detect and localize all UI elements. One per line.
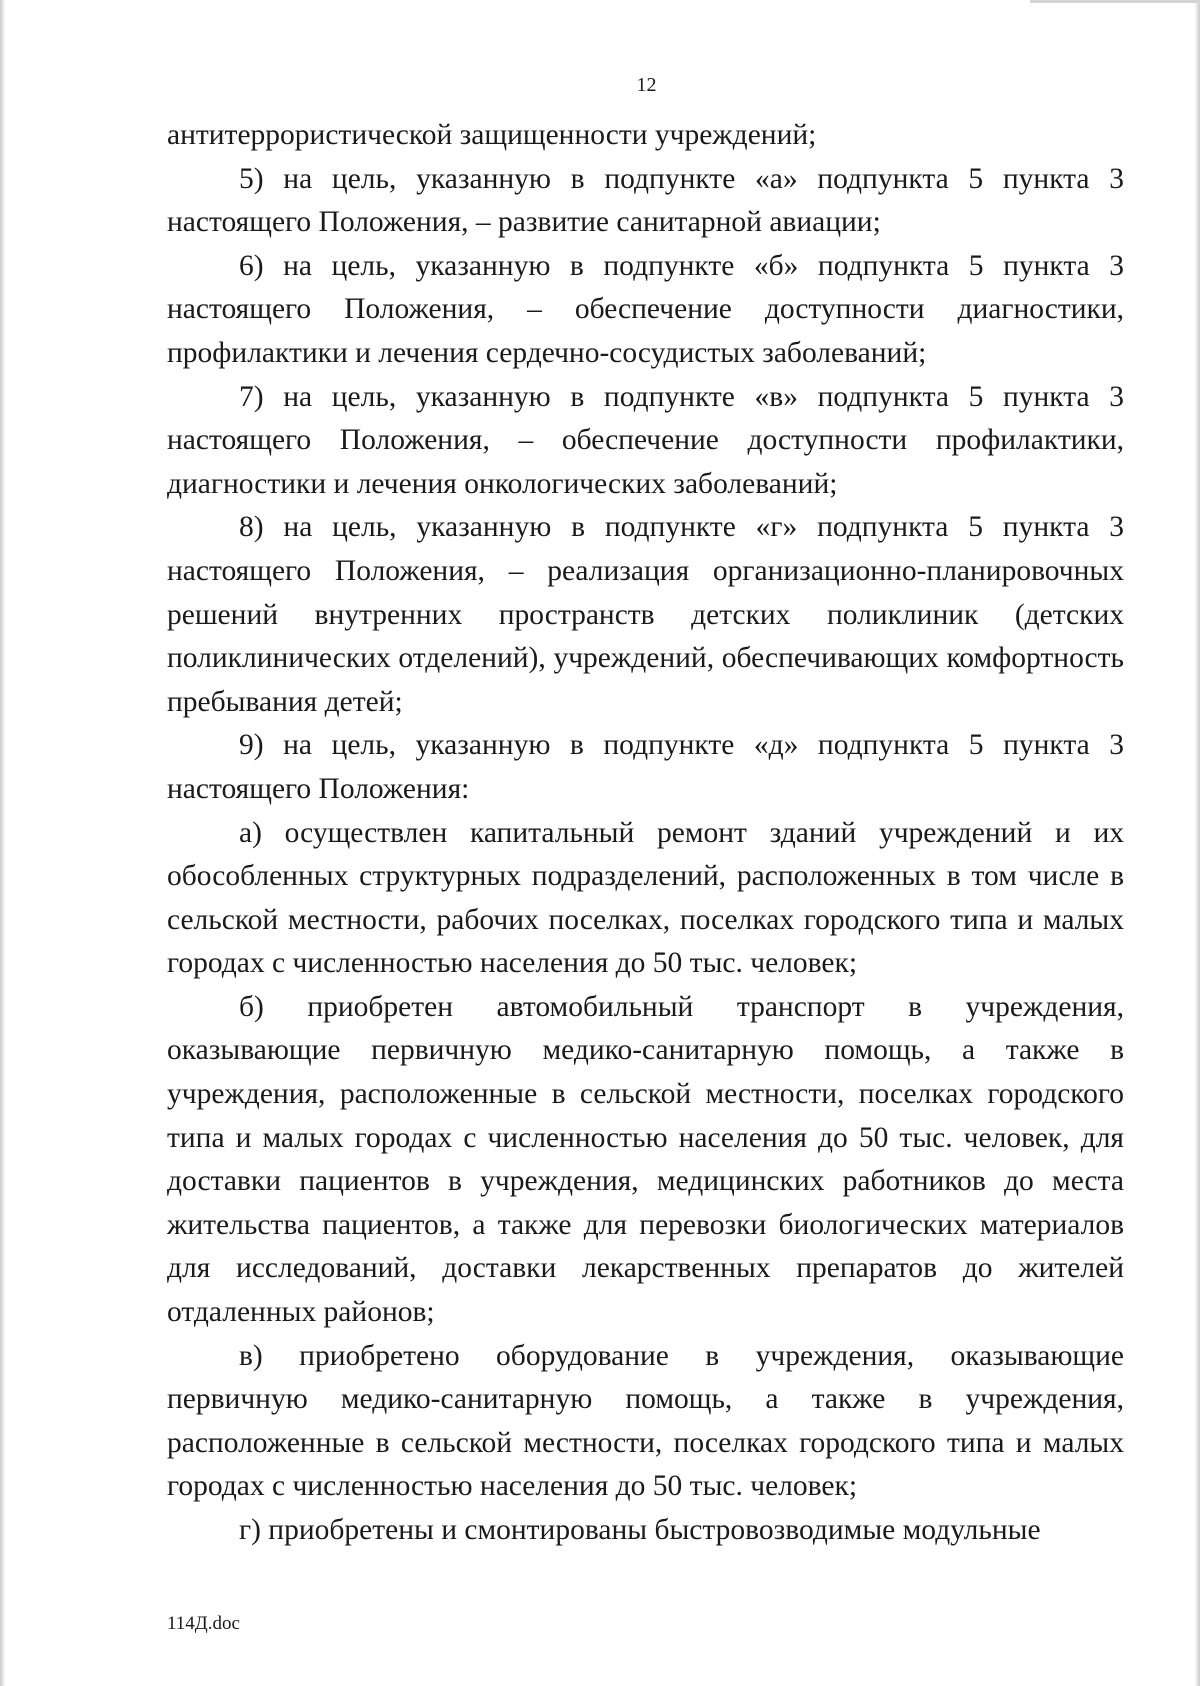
paragraph-item-5: 5) на цель, указанную в подпункте «а» подпункта 5 пункта 3 настоящего Положения, – развитие санитарной авиации; xyxy=(167,162,1124,239)
paragraph-continuation: антитеррористической защищенности учреждений; xyxy=(167,119,817,151)
paragraph-subitem-g: г) приобретены и смонтированы быстровозводимые модульные xyxy=(239,1514,1041,1546)
scan-edge-top xyxy=(1030,0,1200,3)
paragraph-subitem-a: а) осуществлен капитальный ремонт зданий учреждений и их обособленных структурных подразделений, расположенных в том числе в сельской местности, рабочих поселках, поселках городского типа и малых городах с численностью населения до 50 тыс. человек; xyxy=(167,816,1124,980)
scan-edge-left xyxy=(0,0,6,1686)
document-body xyxy=(167,114,1124,1553)
paragraph-subitem-b: б) приобретен автомобильный транспорт в учреждения, оказывающие первичную медико-санитарную помощь, а также в учреждения, расположенные в сельской местности, поселках городского типа и малых городах с численностью населения до 50 тыс. человек, для доставки пациентов в учреждения, медицинских работников до места жительства пациентов, а также для перевозки биологических материалов для исследований, доставки лекарственных препаратов до жителей отдаленных районов; xyxy=(167,990,1124,1329)
page-number: 12 xyxy=(636,74,657,96)
scan-edge-right xyxy=(1194,0,1200,1686)
paragraph-item-8: 8) на цель, указанную в подпункте «г» подпункта 5 пункта 3 настоящего Положения, – реализация организационно-планировочных решений внутренних пространств детских поликлиник (детских поликлинических отделений), учреждений, обеспечивающих комфортность пребывания детей; xyxy=(167,511,1124,718)
paragraph-item-9: 9) на цель, указанную в подпункте «д» подпункта 5 пункта 3 настоящего Положения: xyxy=(167,729,1124,805)
paragraph-item-6: 6) на цель, указанную в подпункте «б» подпункта 5 пункта 3 настоящего Положения, – обеспечение доступности диагностики, профилактики и лечения сердечно-сосудистых заболеваний; xyxy=(167,249,1124,369)
paragraph-item-7: 7) на цель, указанную в подпункте «в» подпункта 5 пункта 3 настоящего Положения, – обеспечение доступности профилактики, диагностики и лечения онкологических заболеваний; xyxy=(167,380,1124,500)
footer-filename: 114Д.doc xyxy=(167,1613,240,1634)
paragraph-subitem-v: в) приобретено оборудование в учреждения, оказывающие первичную медико-санитарную помощь, а также в учреждения, расположенные в сельской местности, поселках городского типа и малых городах с численностью населения до 50 тыс. человек; xyxy=(167,1339,1124,1503)
